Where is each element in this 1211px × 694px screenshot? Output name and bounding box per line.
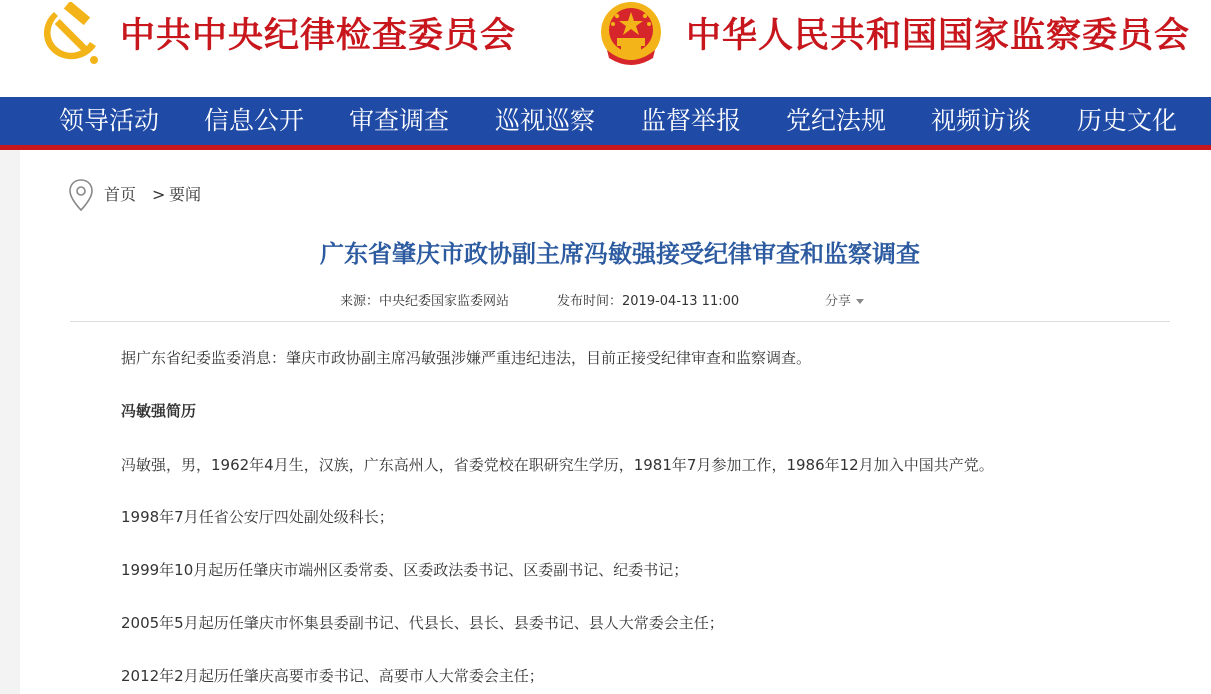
article-source: 来源：中央纪委国家监委网站 xyxy=(340,294,510,309)
nav-item-leadership[interactable]: 领导活动 xyxy=(59,106,160,135)
article-paragraph: 2005年5月起历任肇庆市怀集县委副书记、代县长、县长、县委书记、县人大常委会主任； xyxy=(121,614,724,632)
nav-item-inspection[interactable]: 巡视巡察 xyxy=(495,106,596,135)
article-publish-time: 发布时间：2019-04-13 11:00 xyxy=(557,294,740,309)
party-emblem-icon xyxy=(34,2,106,66)
national-emblem-icon xyxy=(595,0,667,68)
nav-item-video-interviews[interactable]: 视频访谈 xyxy=(931,106,1032,135)
location-pin-icon xyxy=(68,178,94,212)
nav-item-info-disclosure[interactable]: 信息公开 xyxy=(204,106,305,135)
article-paragraph: 1998年7月任省公安厅四处副处级科长； xyxy=(121,508,394,526)
article-paragraph: 冯敏强，男，1962年4月生，汉族，广东高州人，省委党校在职研究生学历，1981年7月参加工作，1986年12月加入中国共产党。 xyxy=(121,456,994,474)
cpc-commission-title: 中共中央纪律检查委员会 xyxy=(120,15,517,56)
share-button[interactable] xyxy=(825,292,864,312)
article-paragraph: 2012年2月起历任肇庆高要市委书记、高要市人大常委会主任； xyxy=(121,667,544,685)
national-supervisory-commission-title: 中华人民共和国国家监察委员会 xyxy=(686,15,1191,56)
nav-item-review-investigation[interactable]: 审查调查 xyxy=(349,106,450,135)
article-paragraph: 1999年10月起历任肇庆市端州区委常委、区委政法委书记、区委副书记、纪委书记； xyxy=(121,561,689,579)
title-divider xyxy=(70,321,1170,322)
article-paragraph: 据广东省纪委监委消息：肇庆市政协副主席冯敏强涉嫌严重违纪违法，目前正接受纪律审查和监察调查。 xyxy=(121,349,812,367)
breadcrumb-home-link[interactable]: 首页 xyxy=(104,185,137,204)
resume-heading: 冯敏强简历 xyxy=(121,402,197,420)
breadcrumb-current-link[interactable]: 要闻 xyxy=(169,185,202,204)
nav-item-supervision-report[interactable]: 监督举报 xyxy=(641,106,742,135)
site-header xyxy=(0,0,1211,97)
main-nav xyxy=(0,97,1211,145)
chevron-down-icon xyxy=(856,299,864,304)
nav-item-history-culture[interactable]: 历史文化 xyxy=(1077,106,1178,135)
article-title: 广东省肇庆市政协副主席冯敏强接受纪律审查和监察调查 xyxy=(320,240,920,268)
breadcrumb-separator: > xyxy=(152,185,166,204)
share-label: 分享 xyxy=(825,294,852,309)
nav-item-regulations[interactable]: 党纪法规 xyxy=(786,106,887,135)
